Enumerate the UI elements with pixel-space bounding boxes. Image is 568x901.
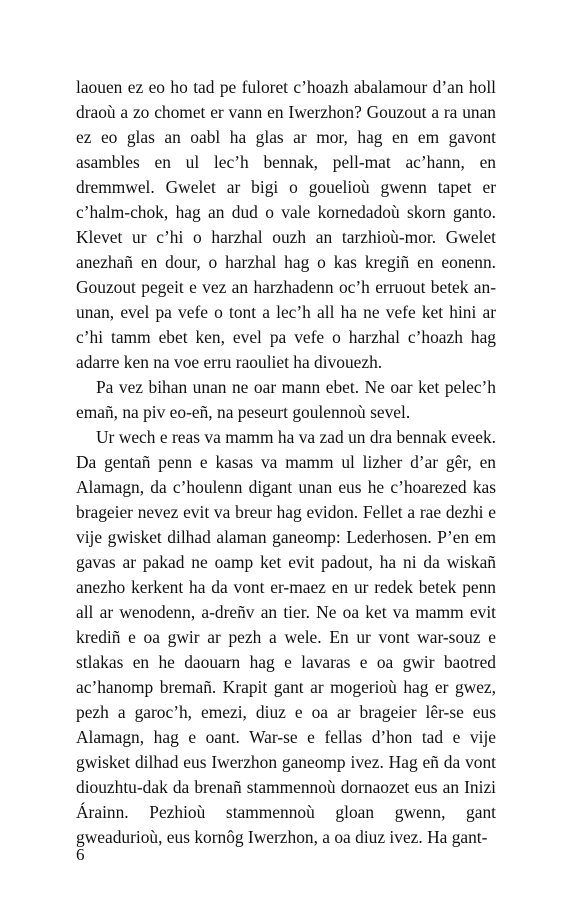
paragraph-2: Pa vez bihan unan ne oar mann ebet. Ne oar ket pelec’h emañ, na piv eo-eñ, na peseurt goulennoù sevel. — [76, 377, 496, 422]
page-number: 6 — [76, 845, 85, 864]
paragraph-1: laouen ez eo ho tad pe fuloret c’hoazh abalamour d’an holl draoù a zo chomet er vann en Iwerzhon? Gouzout a ra unan ez eo glas an oabl ha glas ar mor, hag en em gavont asambles en ul lec’h bennak, pell-mat ac’hann, en dremmwel. Gwelet ar bigi o gouelioù gwenn tapet er c’halm-chok, hag an dud o vale kornedadoù skorn ganto. Klevet ur c’hi o harzhal ouzh an tarzhioù-mor. Gwelet anezhañ en dour, o harzhal hag o kas kregiñ en eonenn. Gouzout pegeit e vez an harzhadenn oc’h erruout betek an-unan, evel pa vefe o tont a lec’h all ha ne vefe ket hini ar c’hi tamm ebet ken, evel pa vefe o harzhal c’hoazh hag adarre ken na voe erru raouliet ha divouezh. — [76, 77, 496, 372]
paragraph-3: Ur wech e reas va mamm ha va zad un dra bennak eveek. Da gentañ penn e kasas va mamm ul lizher d’ar gêr, en Alamagn, da c’houlenn digant unan eus he c’hoarezed kas brageier nevez evit va breur hag evidon. Fellet a rae dezhi e vije gwisket dilhad alaman ganeomp: Lederhosen. P’en em gavas ar pakad ne oamp ket evit padout, ha ni da wiskañ anezho kerkent ha da vont er-maez en ur redek betek penn all ar wenodenn, a-dreñv an tier. Ne oa ket va mamm evit krediñ e oa gwir ar pezh a wele. En ur vont war-souz e stlakas en he daouarn hag e lavaras e oa gwir baotred ac’hanomp bremañ. Krapit gant ar mogerioù hag er gwez, pezh a garoc’h, emezi, diuz e oa ar brageier lêr-se eus Alamagn, hag e oant. War-se e fellas d’hon tad e vije gwisket dilhad eus Iwerzhon ganeomp ivez. Hag eñ da vont diouzhtu-dak da brenañ stammennoù dornaozet eus an Inizi Árainn. Pezhioù stammennoù gloan gwenn, gant gweadurioù, eus kornôg Iwerzhon, a oa diuz ivez. Ha gant- — [76, 427, 496, 847]
body-text — [76, 75, 496, 850]
